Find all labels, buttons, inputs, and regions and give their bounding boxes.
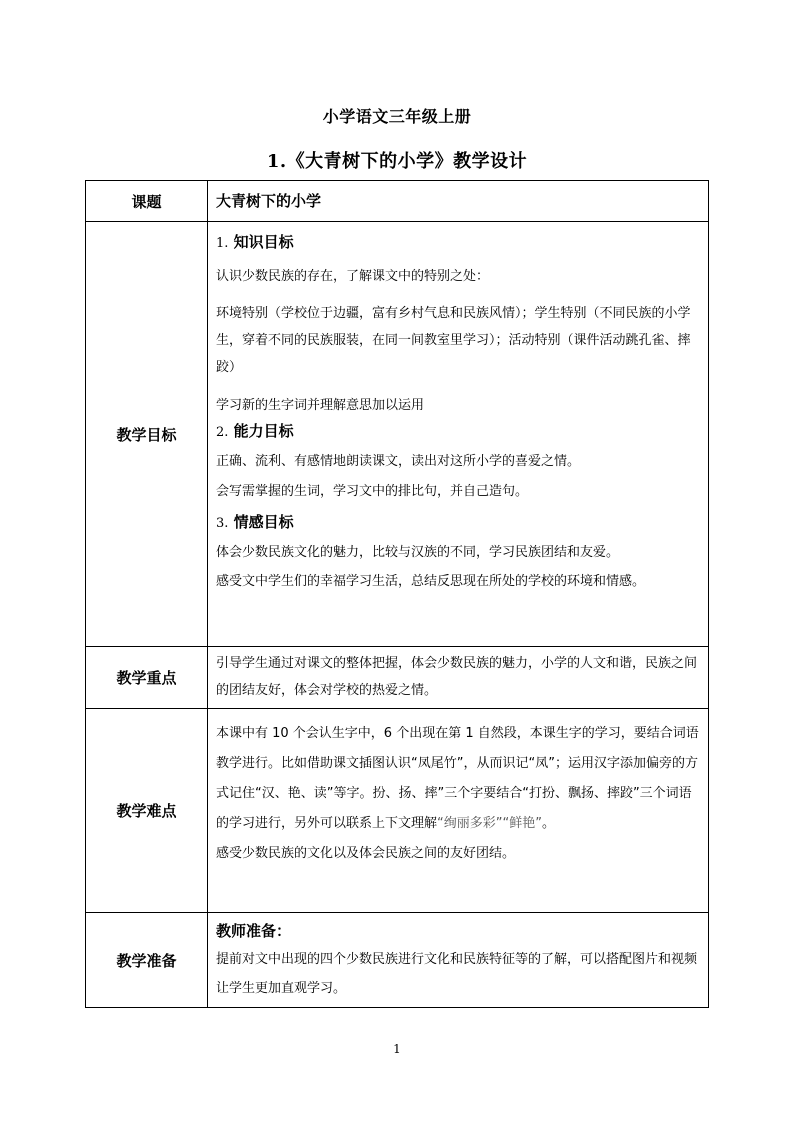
goals-emotion-p1: 体会少数民族文化的魅力，比较与汉族的不同，学习民族团结和友爱。 bbox=[216, 545, 620, 560]
table-row-difficulty bbox=[86, 709, 709, 913]
goals-ability-p1: 正确、流利、有感情地朗读课文，读出对这所小学的喜爱之情。 bbox=[216, 454, 581, 469]
goals-ability-p2: 会写需掌握的生词，学习文中的排比句，并自己造句。 bbox=[216, 484, 529, 499]
difficulty-p2: 感受少数民族的文化以及体会民族之间的友好团结。 bbox=[216, 846, 516, 861]
table-row-focus bbox=[86, 647, 709, 709]
prep-title: 教师准备： bbox=[216, 922, 292, 940]
prep-p1: 提前对文中出现的四个少数民族进行文化和民族特征等的了解，可以搭配图片和视频让学生更加直观学习。 bbox=[216, 952, 698, 996]
difficulty-label: 教学难点 bbox=[86, 709, 208, 913]
goals-section-emotion: 3. 情感目标 bbox=[216, 513, 294, 531]
goals-knowledge-p3: 学习新的生字词并理解意思加以运用 bbox=[216, 398, 425, 413]
lesson-plan-table bbox=[85, 180, 709, 1008]
goals-knowledge-p1: 认识少数民族的存在，了解课文中的特别之处： bbox=[216, 269, 490, 284]
page-number: 1 bbox=[393, 1042, 401, 1056]
focus-label: 教学重点 bbox=[86, 647, 208, 709]
topic-value: 大青树下的小学 bbox=[216, 192, 322, 210]
document-title: 小学语文三年级上册 bbox=[322, 107, 472, 126]
table-row-topic bbox=[86, 181, 709, 222]
table-row-prep bbox=[86, 913, 709, 1008]
goals-section-knowledge: 1. 知识目标 bbox=[216, 233, 294, 251]
table-row-goals bbox=[86, 222, 709, 647]
focus-p1: 引导学生通过对课文的整体把握，体会少数民族的魅力，小学的人文和谐，民族之间的团结友好，体会对学校的热爱之情。 bbox=[216, 656, 698, 698]
goals-knowledge-p2: 环境特别（学校位于边疆，富有乡村气息和民族风情）；学生特别（不同民族的小学生，穿着不同的民族服装，在同一间教室里学习）；活动特别（课件活动跳孔雀、摔跤） bbox=[216, 306, 691, 375]
document-subtitle: 1.《大青树下的小学》教学设计 bbox=[266, 151, 528, 172]
difficulty-p1: 本课中有 10 个会认生字中，6 个出现在第 1 自然段，本课生字的学习，要结合词语教学进行。比如借助课文插图认识“凤尾竹”，从而识记“凤”；运用汉字添加偏旁的方式记住“汉、艳、读”等字。扮、扬、摔”三个字要结合“打扮、飘扬、摔跤”三个词语的学习进行，另外可以联系上下文理解“绚丽多彩”“鲜艳”。 bbox=[216, 726, 699, 831]
goals-section-ability: 2. 能力目标 bbox=[216, 422, 294, 440]
prep-label: 教学准备 bbox=[86, 913, 208, 1008]
topic-label: 课题 bbox=[86, 181, 208, 222]
goals-emotion-p2: 感受文中学生们的幸福学习生活，总结反思现在所处的学校的环境和情感。 bbox=[216, 574, 646, 589]
goals-label: 教学目标 bbox=[86, 222, 208, 647]
